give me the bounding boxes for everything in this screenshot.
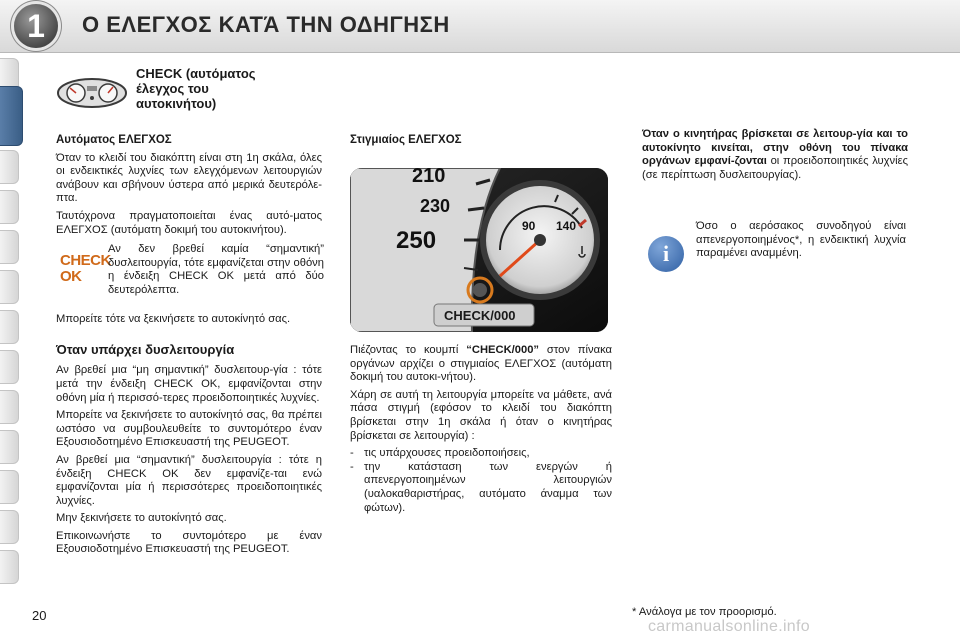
- chapter-tab[interactable]: [0, 350, 19, 384]
- paragraph: Επικοινωνήστε το συντομότερο με έναν Εξουσιοδοτημένο Επισκευαστή της PEUGEOT.: [56, 529, 322, 556]
- list-item: - την κατάσταση των ενεργών ή απενεργοποιημένων λειτουργιών (υαλοκαθαριστήρας, αυτόματο άναμμα των φώτων).: [350, 460, 612, 514]
- paragraph: Μην ξεκινήσετε το αυτοκίνητό σας.: [56, 512, 227, 525]
- paragraph: Χάρη σε αυτή τη λειτουργία μπορείτε να μάθετε, ανά πάσα στιγμή (εφόσον το κλειδί του διακόπτη βρίσκεται στην 1η σκάλα ή όταν ο κινητήρας βρίσκεται σε λειτουργία) :: [350, 388, 612, 442]
- chapter-tab[interactable]: [0, 310, 19, 344]
- list-item: - τις υπάρχουσες προειδοποιήσεις,: [350, 447, 530, 460]
- paragraph: Ταυτόχρονα πραγματοποιείται ένας αυτό-ματος ΕΛΕΓΧΟΣ (αυτόματη δοκιμή του αυτοκινήτου).: [56, 209, 322, 236]
- middle-column-text: [350, 344, 612, 515]
- middle-heading-block: [350, 134, 610, 152]
- right-column: [642, 128, 908, 186]
- chapter-tab[interactable]: [0, 550, 19, 584]
- paragraph: Αν βρεθεί μια “μη σημαντική” δυσλειτουρ-γία : τότε μετά την ένδειξη CHECK OK, εμφανίζονται στην οθόνη μία ή περισσό-τερες προειδοποιητικές λυχνίες.: [56, 364, 322, 404]
- paragraph: Μπορείτε να ξεκινήσετε το αυτοκίνητό σας, θα πρέπει ωστόσο να συμβουλευθείτε το συντομότερο έναν Εξουσιοδοτημένο Επισκευαστή της PEUGEOT.: [56, 409, 322, 449]
- chapter-title: Ο ΕΛΕΓΧΟΣ ΚΑΤΆ ΤΗΝ ΟΔΗΓΗΣΗ: [82, 12, 450, 37]
- left-column: [56, 134, 322, 561]
- info-icon: i: [648, 236, 684, 272]
- check-ok-icon: CHECK OK: [60, 252, 111, 286]
- chapter-tab-active[interactable]: [0, 86, 23, 146]
- info-text: Όσο ο αερόσακος συνοδηγού είναι απενεργοποιημένος*, η ενδεικτική λυχνία παραμένει αναμμένη.: [696, 220, 906, 260]
- check-ok-text: Αν δεν βρεθεί καμία “σημαντική” δυσλειτουργία, τότε εμφανίζεται στην οθόνη η ένδειξη CHECK OK μετά από δύο δευτερόλεπτα.: [108, 243, 324, 296]
- footnote: * Ανάλογα με τον προορισμό.: [632, 606, 777, 618]
- chapter-tab[interactable]: [0, 430, 19, 464]
- paragraph-engine-running: Όταν ο κινητήρας βρίσκεται σε λειτουρ-γία και το αυτοκίνητο κινείται, στην οθόνη του πίνακα οργάνων εμφανί-ζονται οι προειδοποιητικές λυχνίες (σε περίπτωση δυσλειτουργίας).: [642, 128, 908, 181]
- heading-automatic-check: Αυτόματος ΕΛΕΓΧΟΣ: [56, 134, 172, 146]
- speed-label-230: 230: [420, 196, 451, 216]
- speed-label-250: 250: [396, 227, 437, 254]
- check-button-label: CHECK/000: [444, 308, 516, 323]
- paragraph: Μπορείτε τότε να ξεκινήσετε το αυτοκίνητό σας.: [56, 313, 291, 326]
- paragraph: Αν βρεθεί μια “σημαντική” δυσλειτουργία : τότε η ένδειξη CHECK OK δεν εμφανίζε-ται ενώ εμφανίζονται μία ή περισσότερες προειδοποιητικές λυχνίες.: [56, 453, 322, 507]
- heading-fault: Όταν υπάρχει δυσλειτουργία: [56, 341, 235, 357]
- chapter-tab[interactable]: [0, 390, 19, 424]
- info-note: [696, 220, 906, 265]
- chapter-tab-strip: [0, 56, 22, 616]
- dashboard-photo-drawing: [350, 168, 608, 332]
- chapter-tab[interactable]: [0, 510, 19, 544]
- chapter-number-badge: 1: [14, 4, 58, 48]
- chapter-tab[interactable]: [0, 150, 19, 184]
- check-ok-block: [56, 243, 322, 309]
- paragraph: Όταν το κλειδί του διακόπτη είναι στη 1η σκάλα, όλες οι ενδεικτικές λυχνίες των ελεγχόμενων λειτουργιών ανάβουν και σβήνουν ύστερα από μερικά δευτερόλε-πτα.: [56, 151, 322, 205]
- paragraph: Πιέζοντας το κουμπί “CHECK/000” στον πίνακα οργάνων αρχίζει ο στιγμιαίος ΕΛΕΓΧΟΣ (αυτόματη δοκιμή του αυτοκι-νήτου).: [350, 344, 612, 384]
- chapter-tab[interactable]: [0, 470, 19, 504]
- dashboard-icon: [56, 76, 128, 108]
- chapter-tab[interactable]: [0, 190, 19, 224]
- dashboard-photo: [350, 168, 608, 332]
- watermark: carmanualsonline.info: [648, 618, 810, 635]
- temp-label-90: 90: [522, 219, 536, 233]
- temp-label-140: 140: [556, 219, 577, 233]
- chapter-header: [0, 0, 960, 53]
- chapter-tab[interactable]: [0, 230, 19, 264]
- section-title: CHECK (αυτόματος έλεγχος του αυτοκινήτου): [136, 66, 256, 111]
- heading-instant-check: Στιγμιαίος ΕΛΕΓΧΟΣ: [350, 134, 462, 146]
- speed-label-210: 210: [412, 168, 446, 187]
- page-number: 20: [32, 608, 47, 623]
- chapter-tab[interactable]: [0, 270, 19, 304]
